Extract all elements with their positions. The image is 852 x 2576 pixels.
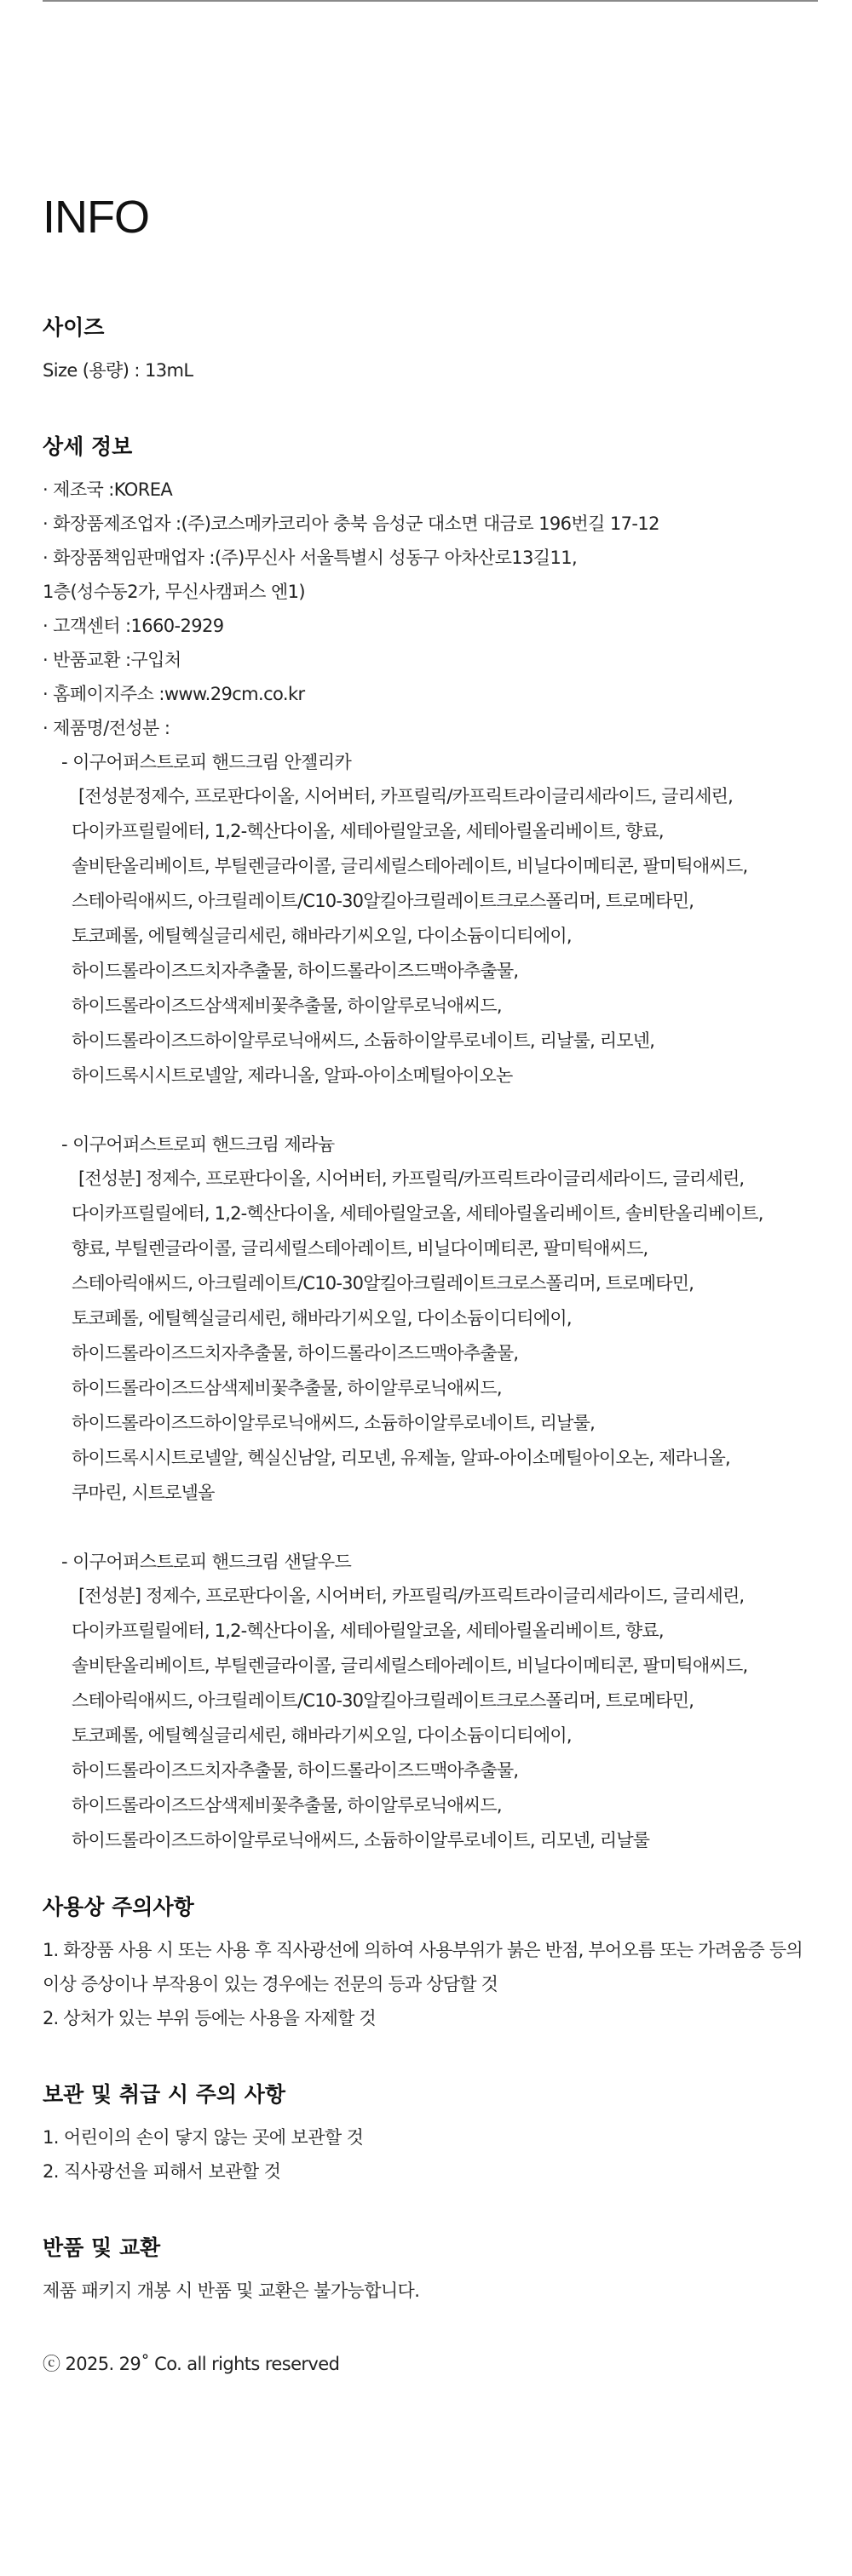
ingredient-line: 스테아릭애씨드, 아크릴레이트/C10-30알킬아크릴레이트크로스폴리머, 트로메타민, <box>72 1273 694 1294</box>
copyright-notice: ⓒ 2025. 29˚ Co. all rights reserved <box>43 2354 340 2374</box>
ingredient-line: 다이카프릴릴에터, 1,2-헥산다이올, 세테아릴알코올, 세테아릴올리베이트, 향료, <box>72 821 664 841</box>
ingredient-line: 하이드롤라이즈드삼색제비꽃추출물, 하이알루로닉애씨드, <box>72 995 502 1016</box>
ingredient-line: [전성분] 정제수, 프로판다이올, 시어버터, 카프릴릭/카프릭트라이글리세라이드, 글리세린, <box>78 1168 745 1189</box>
page-title: INFO <box>43 192 149 243</box>
ingredient-line: 하이드롤라이즈드하이알루로닉애씨드, 소듐하이알루로네이트, 리모넨, 리날룰 <box>72 1830 650 1850</box>
ingredient-line: 토코페롤, 에틸헥실글리세린, 해바라기씨오일, 다이소듐이디티에이, <box>72 1308 572 1328</box>
size-value: Size (용량) : 13mL <box>43 360 193 381</box>
product-angelica <box>43 745 826 1093</box>
storage-heading: 보관 및 취급 시 주의 사항 <box>43 2082 286 2107</box>
refund-text: 제품 패키지 개봉 시 반품 및 교환은 불가능합니다. <box>43 2281 420 2301</box>
ingredient-line: 하이드롤라이즈드삼색제비꽃추출물, 하이알루로닉애씨드, <box>72 1795 502 1816</box>
info-page <box>43 192 826 2379</box>
storage-item: 2. 직사광선을 피해서 보관할 것 <box>43 2161 281 2182</box>
caution-section <box>43 1892 826 2035</box>
detail-section <box>43 432 826 1858</box>
storage-section <box>43 2080 826 2189</box>
ingredient-line: 하이드롤라이즈드치자추출물, 하이드롤라이즈드맥아추출물, <box>72 1343 519 1363</box>
refund-heading: 반품 및 교환 <box>43 2235 161 2260</box>
storage-item: 1. 어린이의 손이 닿지 않는 곳에 보관할 것 <box>43 2127 364 2148</box>
ingredient-list <box>43 1162 826 1511</box>
detail-item-ingredients-label: · 제품명/전성분 : <box>43 711 826 745</box>
size-heading: 사이즈 <box>43 315 105 340</box>
ingredient-line: 토코페롤, 에틸헥실글리세린, 해바라기씨오일, 다이소듐이디티에이, <box>72 1725 572 1746</box>
ingredient-line: 향료, 부틸렌글라이콜, 글리세릴스테아레이트, 비닐다이메티콘, 팔미틱애씨드, <box>72 1238 648 1259</box>
ingredient-line: 하이드록시시트로넬알, 제라니올, 알파-아이소메틸아이오논 <box>72 1065 513 1086</box>
caution-item: 1. 화장품 사용 시 또는 사용 후 직사광선에 의하여 사용부위가 붉은 반점, 부어오름 또는 가려움증 등의 이상 증상이나 부작용이 있는 경우에는 전문의 등과 상담할 것 <box>43 1940 803 1994</box>
detail-item-seller: · 화장품책임판매업자 :(주)무신사 서울특별시 성동구 아차산로13길11, <box>43 541 826 575</box>
product-geranium <box>43 1127 826 1511</box>
product-sandalwood <box>43 1545 826 1858</box>
ingredient-list <box>43 779 826 1093</box>
ingredient-line: 하이드록시시트로넬알, 헥실신남알, 리모넨, 유제놀, 알파-아이소메틸아이오논, 제라니올, <box>72 1448 730 1468</box>
ingredient-line: 다이카프릴릴에터, 1,2-헥산다이올, 세테아릴알코올, 세테아릴올리베이트, 솔비탄올리베이트, <box>72 1203 763 1224</box>
ingredient-line: [전성분정제수, 프로판다이올, 시어버터, 카프릴릭/카프릭트라이글리세라이드, 글리세린, <box>78 786 734 806</box>
detail-item-manufacturer: · 화장품제조업자 :(주)코스메카코리아 충북 음성군 대소면 대금로 196번길 17-12 <box>43 507 826 541</box>
ingredient-line: 토코페롤, 에틸헥실글리세린, 해바라기씨오일, 다이소듐이디티에이, <box>72 926 572 946</box>
refund-section <box>43 2233 826 2308</box>
ingredient-list <box>43 1579 826 1858</box>
product-name: - 이구어퍼스트로피 핸드크림 안젤리카 <box>43 745 826 779</box>
ingredient-line: 하이드롤라이즈드치자추출물, 하이드롤라이즈드맥아추출물, <box>72 961 519 981</box>
ingredient-line: 솔비탄올리베이트, 부틸렌글라이콜, 글리세릴스테아레이트, 비닐다이메티콘, 팔미틱애씨드, <box>72 856 748 876</box>
detail-heading: 상세 정보 <box>43 434 133 459</box>
detail-item-customer-center: · 고객센터 :1660-2929 <box>43 609 826 643</box>
ingredient-line: 하이드롤라이즈드하이알루로닉애씨드, 소듐하이알루로네이트, 리날룰, <box>72 1413 595 1433</box>
ingredient-line: [전성분] 정제수, 프로판다이올, 시어버터, 카프릴릭/카프릭트라이글리세라이드, 글리세린, <box>78 1586 745 1606</box>
ingredient-line: 하이드롤라이즈드하이알루로닉애씨드, 소듐하이알루로네이트, 리날룰, 리모넨, <box>72 1030 655 1051</box>
caution-item: 2. 상처가 있는 부위 등에는 사용을 자제할 것 <box>43 2008 376 2028</box>
ingredient-line: 하이드롤라이즈드치자추출물, 하이드롤라이즈드맥아추출물, <box>72 1760 519 1781</box>
ingredient-line: 다이카프릴릴에터, 1,2-헥산다이올, 세테아릴알코올, 세테아릴올리베이트, 향료, <box>72 1621 664 1641</box>
ingredient-line: 하이드롤라이즈드삼색제비꽃추출물, 하이알루로닉애씨드, <box>72 1378 502 1398</box>
detail-item-country: · 제조국 :KOREA <box>43 473 826 507</box>
product-name: - 이구어퍼스트로피 핸드크림 제라늄 <box>43 1127 826 1162</box>
size-section <box>43 313 826 387</box>
product-name: - 이구어퍼스트로피 핸드크림 샌달우드 <box>43 1545 826 1579</box>
ingredient-line: 스테아릭애씨드, 아크릴레이트/C10-30알킬아크릴레이트크로스폴리머, 트로메타민, <box>72 1690 694 1711</box>
detail-item-return: · 반품교환 :구입처 <box>43 643 826 677</box>
detail-item-seller-address: 1층(성수동2가, 무신사캠퍼스 엔1) <box>43 582 305 602</box>
caution-heading: 사용상 주의사항 <box>43 1895 194 1919</box>
top-divider <box>43 0 818 2</box>
ingredient-line: 쿠마린, 시트로넬올 <box>72 1483 215 1503</box>
ingredient-line: 솔비탄올리베이트, 부틸렌글라이콜, 글리세릴스테아레이트, 비닐다이메티콘, 팔미틱애씨드, <box>72 1655 748 1676</box>
ingredient-line: 스테아릭애씨드, 아크릴레이트/C10-30알킬아크릴레이트크로스폴리머, 트로메타민, <box>72 891 694 911</box>
detail-item-homepage: · 홈페이지주소 :www.29cm.co.kr <box>43 677 826 711</box>
